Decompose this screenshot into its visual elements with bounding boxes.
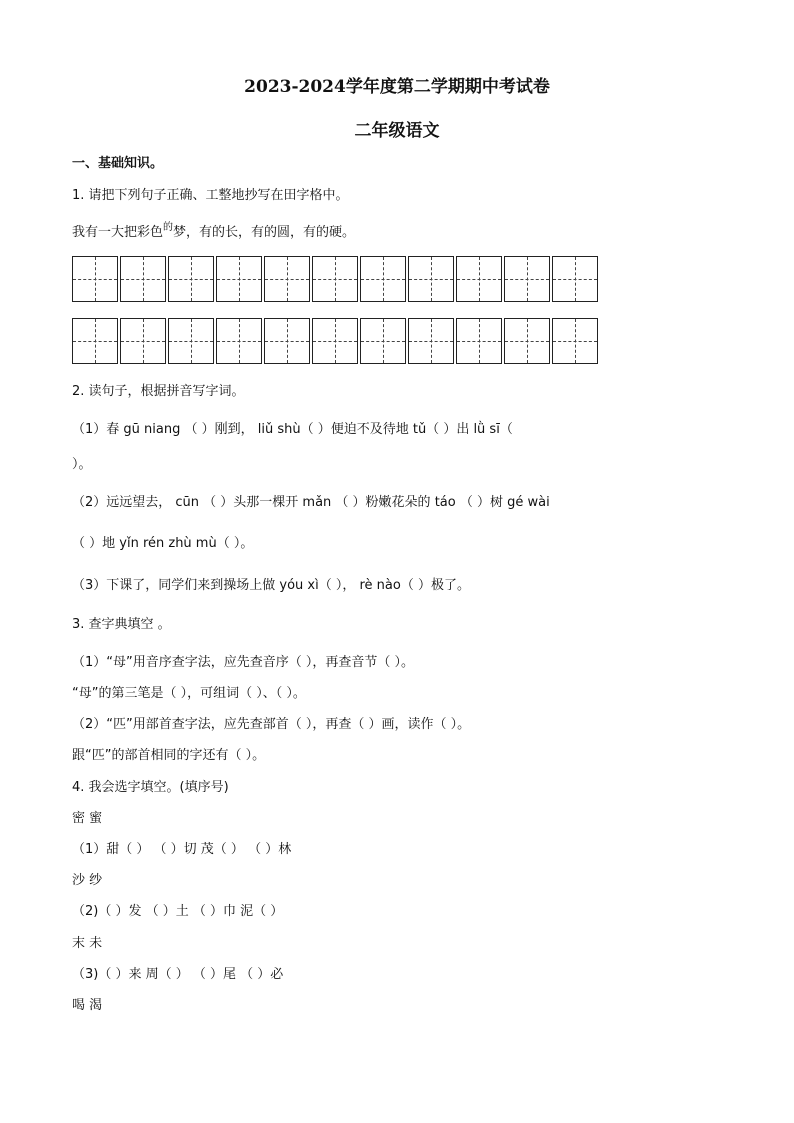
q3-line-3: （2）“匹”用部首查字法，应先查部首（ ），再查（ ）画，读作（ ）。 [72, 717, 471, 732]
q2-line-2: （2）远远望去， cūn （ ）头那一棵开 mǎn （ ）粉嫩花朵的 táo （ ）树 gé wài [72, 495, 550, 510]
q1-sentence [72, 221, 355, 240]
tianzige-cell[interactable] [72, 318, 118, 364]
exam-title: 2023-2024学年度第二学期期中考试卷 [244, 77, 550, 97]
tianzige-cell[interactable] [216, 318, 262, 364]
tianzige-cell[interactable] [408, 318, 454, 364]
tianzige-row-1 [72, 256, 600, 302]
tianzige-cell[interactable] [312, 318, 358, 364]
q2-line-1: （1）春 gū niang （ ）刚到， liǔ shù（ ）便迫不及待地 tǔ（ ）出 lǜ sī（ [72, 422, 513, 437]
tianzige-cell[interactable] [360, 318, 406, 364]
tianzige-cell[interactable] [552, 318, 598, 364]
q1-sentence-part-b: 梦，有的长，有的圆，有的硬。 [173, 225, 356, 240]
tianzige-cell[interactable] [168, 318, 214, 364]
tianzige-cell[interactable] [72, 256, 118, 302]
q2-line-1-end: ）。 [72, 457, 92, 472]
tianzige-cell[interactable] [552, 256, 598, 302]
q3-line-4: 跟“匹”的部首相同的字还有（ ）。 [72, 748, 266, 763]
tianzige-cell[interactable] [504, 256, 550, 302]
tianzige-cell[interactable] [264, 318, 310, 364]
tianzige-cell[interactable] [456, 256, 502, 302]
tianzige-cell[interactable] [312, 256, 358, 302]
tianzige-cell[interactable] [216, 256, 262, 302]
tianzige-row-2 [72, 318, 600, 364]
tianzige-cell[interactable] [504, 318, 550, 364]
q1-sentence-part-a: 我有一大把彩色 [72, 225, 164, 240]
q4-char-group-4: 喝 渴 [72, 998, 103, 1013]
tianzige-cell[interactable] [408, 256, 454, 302]
tianzige-cell[interactable] [264, 256, 310, 302]
q4-char-group-1: 密 蜜 [72, 811, 103, 826]
section-heading: 一、基础知识。 [72, 156, 164, 171]
q3-label: 3. 查字典填空 。 [72, 617, 171, 632]
tianzige-cell[interactable] [360, 256, 406, 302]
tianzige-cell[interactable] [120, 318, 166, 364]
tianzige-cell[interactable] [168, 256, 214, 302]
q1-label: 1. 请把下列句子正确、工整地抄写在田字格中。 [72, 188, 349, 203]
q3-line-1: （1）“母”用音序查字法，应先查音序（ ），再查音节（ ）。 [72, 655, 415, 670]
q4-label: 4. 我会选字填空。(填序号) [72, 780, 229, 795]
q4-row-3: （3)（ ）来 周（ ） （ ）尾 （ ）必 [72, 967, 284, 982]
q2-label: 2. 读句子，根据拼音写字词。 [72, 384, 245, 399]
q4-char-group-2: 沙 纱 [72, 873, 103, 888]
q1-sentence-superscript: 的 [163, 222, 174, 233]
exam-subtitle: 二年级语文 [354, 121, 440, 141]
q3-line-2: “母”的第三笔是（ ），可组词（ ）、（ ）。 [72, 686, 306, 701]
q2-line-2-end: （ ）地 yǐn rén zhù mù（ ）。 [72, 536, 254, 551]
tianzige-cell[interactable] [120, 256, 166, 302]
q4-row-1: （1）甜（ ） （ ）切 茂（ ） （ ）林 [72, 842, 292, 857]
tianzige-cell[interactable] [456, 318, 502, 364]
q2-line-3: （3）下课了，同学们来到操场上做 yóu xì（ ）， rè nào（ ）极了。 [72, 578, 470, 593]
q4-char-group-3: 末 未 [72, 936, 103, 951]
q4-row-2: （2)（ ）发 （ ）土 （ ）巾 泥（ ） [72, 904, 284, 919]
